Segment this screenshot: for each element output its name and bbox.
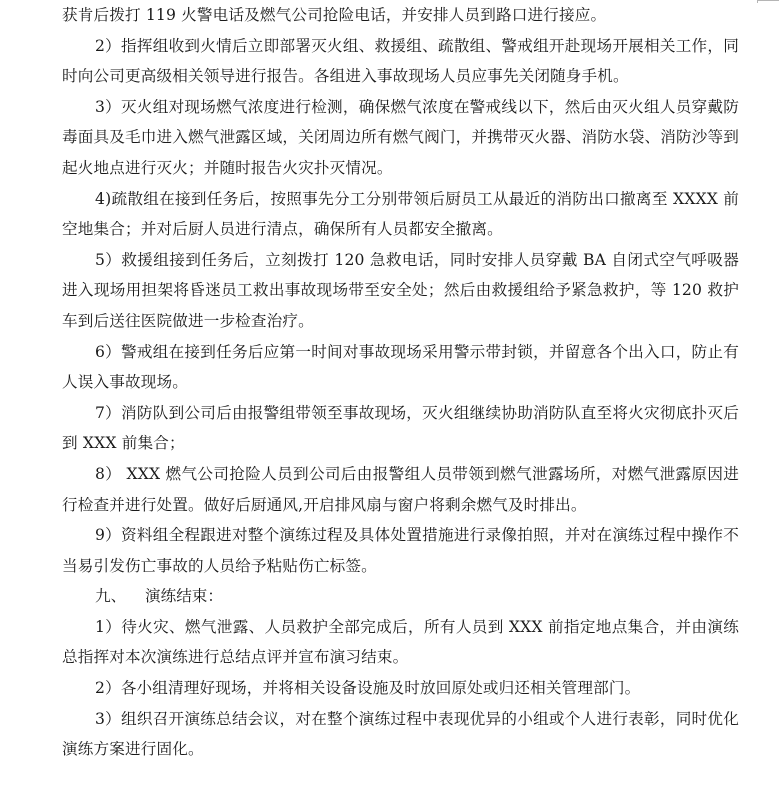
paragraph-step-6: 6）警戒组在接到任务后应第一时间对事故现场采用警示带封锁，并留意各个出入口，防止有人误入事故现场。 [62,342,739,392]
paragraph-end-2: 2）各小组清理好现场，并将相关设备设施及时放回原处或归还相关管理部门。 [95,679,641,698]
paragraph-step-5: 5）救援组接到任务后，立刻拨打 120 急救电话，同时安排人员穿戴 BA 自闭式空气呼吸器进入现场用担架将昏迷员工救出事故现场带至安全处；然后由救援组给予紧急救护，等 120 救护车到后送往医院做进一步检查治疗。 [62,250,739,330]
section-heading [62,581,739,612]
paragraph-continuation: 获肯后拨打 119 火警电话及燃气公司抢险电话，并安排人员到路口进行接应。 [62,6,607,24]
paragraph-end-1: 1）待火灾、燃气泄露、人员救护全部完成后，所有人员到 XXX 前指定地点集合，并由演练总指挥对本次演练进行总结点评并宣布演习结束。 [62,617,739,667]
paragraph-step-2: 2）指挥组收到火情后立即部署灭火组、救援组、疏散组、警戒组开赴现场开展相关工作，同时向公司更高级相关领导进行报告。各组进入事故现场人员应事先关闭随身手机。 [62,36,739,86]
paragraph-step-7: 7）消防队到公司后由报警组带领至事故现场，灭火组继续协助消防队直至将火灾彻底扑灭后到 XXX 前集合； [62,403,739,453]
paragraph-step-4: 4)疏散组在接到任务后，按照事先分工分别带领后厨员工从最近的消防出口撤离至 XXXX 前空地集合；并对后厨人员进行清点，确保所有人员都安全撤离。 [62,189,739,239]
paragraph-step-9: 9）资料组全程跟进对整个演练过程及具体处置措施进行录像拍照，并对在演练过程中操作不当易引发伤亡事故的人员给予粘贴伤亡标签。 [62,526,739,575]
section-title: 演练结束： [145,587,223,606]
paragraph-step-8: 8） XXX 燃气公司抢险人员到公司后由报警组人员带领到燃气泄露场所，对燃气泄露原因进行检查并进行处置。做好后厨通风,开启排风扇与窗户将剩余燃气及时排出。 [62,464,739,514]
paragraph-step-3: 3）灭火组对现场燃气浓度进行检测，确保燃气浓度在警戒线以下，然后由灭火组人员穿戴防毒面具及毛巾进入燃气泄露区域，关闭周边所有燃气阀门，并携带灭火器、消防水袋、消防沙等到起火地点进行灭火；并随时报告火灾扑灭情况。 [62,97,739,177]
section-number: 九、 [95,587,127,606]
page-corner-mark [757,0,779,4]
paragraph-end-3: 3）组织召开演练总结会议，对在整个演练过程中表现优异的小组或个人进行表彰，同时优化演练方案进行固化。 [62,709,739,759]
document-body[interactable] [62,0,739,765]
